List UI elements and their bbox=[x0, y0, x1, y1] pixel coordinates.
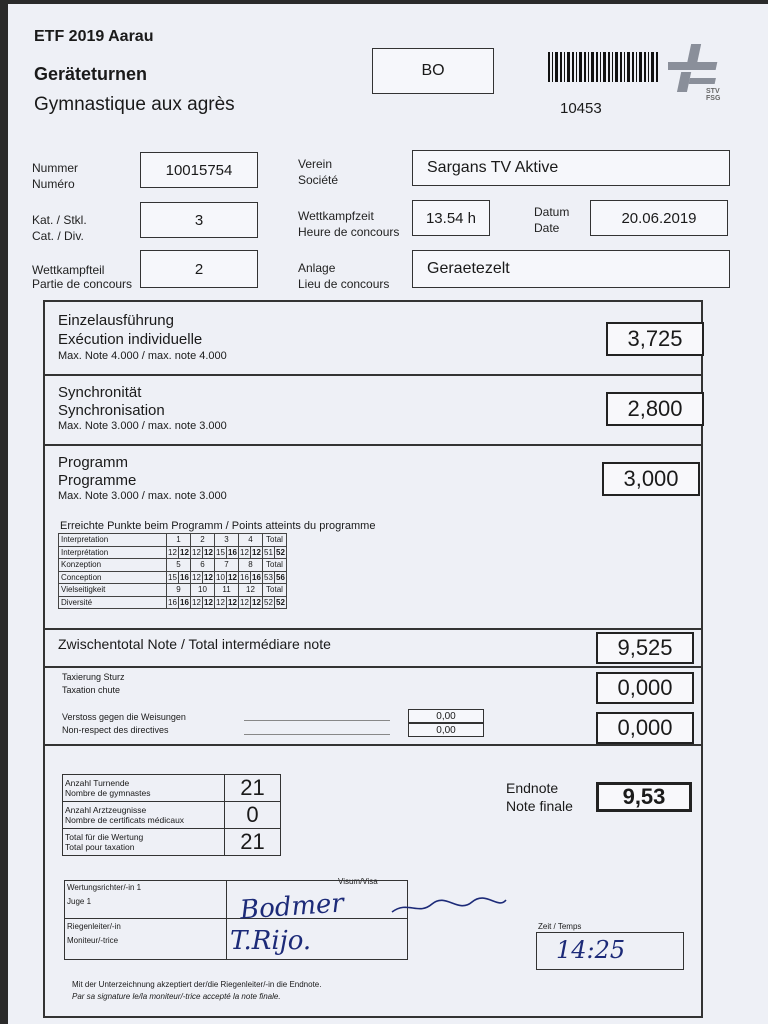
cell: 12 bbox=[192, 547, 201, 557]
final-score: 9,53 bbox=[596, 782, 692, 812]
cell: 12 bbox=[204, 547, 213, 557]
divider bbox=[43, 1016, 703, 1018]
anlage-label-de: Anlage bbox=[298, 261, 336, 275]
cell: 12 bbox=[240, 597, 249, 607]
kat-label-fr: Cat. / Div. bbox=[32, 229, 84, 243]
verstoss-small-1: 0,00 bbox=[408, 709, 484, 723]
col-head: 4 bbox=[239, 534, 263, 547]
cell: 12 bbox=[180, 547, 189, 557]
points-table bbox=[58, 533, 287, 609]
einzel-label-de: Einzelausführung bbox=[58, 312, 174, 329]
zeit-value: 13.54 h bbox=[412, 200, 490, 236]
logo-text: STV FSG bbox=[706, 88, 721, 102]
cell: 12 bbox=[240, 547, 249, 557]
divider bbox=[43, 744, 703, 746]
kat-value: 3 bbox=[140, 202, 258, 238]
prog-label-fr: Programme bbox=[58, 472, 137, 489]
judge-label-fr: Juge 1 bbox=[67, 897, 92, 906]
nummer-label-de: Nummer bbox=[32, 161, 79, 175]
cell: 16 bbox=[228, 547, 237, 557]
col-head: Total bbox=[263, 584, 287, 597]
row-label: Conception bbox=[59, 571, 167, 584]
verstoss-label-de: Verstoss gegen die Weisungen bbox=[62, 712, 186, 722]
sync-max: Max. Note 3.000 / max. note 3.000 bbox=[58, 420, 227, 432]
col-head: 1 bbox=[167, 534, 191, 547]
cell: 16 bbox=[168, 597, 177, 607]
cell: 16 bbox=[180, 597, 189, 607]
divider bbox=[43, 374, 703, 376]
judge-signature: Bodmer bbox=[239, 888, 345, 926]
cell: 12 bbox=[168, 547, 177, 557]
signature-divider bbox=[64, 918, 408, 919]
anlage-value: Geraetezelt bbox=[412, 250, 730, 288]
sturz-label-de: Taxierung Sturz bbox=[62, 672, 125, 682]
row-label: Konzeption bbox=[59, 559, 167, 572]
einzel-max: Max. Note 4.000 / max. note 4.000 bbox=[58, 350, 227, 362]
subtotal-score: 9,525 bbox=[596, 632, 694, 664]
title-fr: Gymnastique aux agrès bbox=[34, 94, 235, 115]
row-label: Interprétation bbox=[59, 546, 167, 559]
arzt-value: 0 bbox=[225, 802, 281, 829]
sync-label-de: Synchronität bbox=[58, 384, 142, 401]
cell: 53 bbox=[264, 572, 273, 582]
cell: 52 bbox=[276, 547, 285, 557]
verstoss-label-fr: Non-respect des directives bbox=[62, 725, 169, 735]
verstoss-small-2: 0,00 bbox=[408, 723, 484, 737]
cell: 56 bbox=[276, 572, 285, 582]
col-head: Total bbox=[263, 534, 287, 547]
cell: 12 bbox=[252, 597, 261, 607]
cell: 12 bbox=[192, 597, 201, 607]
datum-label-fr: Date bbox=[534, 221, 560, 235]
einzel-score: 3,725 bbox=[606, 322, 704, 356]
visum-label: Visum/Visa bbox=[338, 877, 378, 886]
sync-score: 2,800 bbox=[606, 392, 704, 426]
turnende-label: Anzahl Turnende Nombre de gymnastes bbox=[63, 775, 225, 802]
row-label: Diversité bbox=[59, 596, 167, 609]
cell: 15 bbox=[216, 547, 225, 557]
prog-label-de: Programm bbox=[58, 454, 129, 471]
score-sheet bbox=[8, 4, 768, 1024]
leader-label-de: Riegenleiter/-in bbox=[67, 922, 121, 931]
stv-logo-icon bbox=[668, 40, 730, 102]
arzt-label: Anzahl Arztzeugnisse Nombre de certificats médicaux bbox=[63, 802, 225, 829]
footer-de: Mit der Unterzeichnung akzeptiert der/die Riegenleiter/-in die Endnote. bbox=[72, 980, 322, 989]
final-label-de: Endnote bbox=[506, 780, 559, 796]
col-head: 10 bbox=[191, 584, 215, 597]
teil-label-fr: Partie de concours bbox=[32, 277, 133, 291]
cell: 15 bbox=[168, 572, 177, 582]
subtotal-label: Zwischentotal Note / Total intermédiare note bbox=[58, 636, 331, 652]
cell: 16 bbox=[180, 572, 189, 582]
points-table-title: Erreichte Punkte beim Programm / Points atteints du programme bbox=[60, 520, 376, 532]
verein-value: Sargans TV Aktive bbox=[412, 150, 730, 186]
cell: 12 bbox=[204, 597, 213, 607]
divider bbox=[43, 300, 703, 302]
total-label: Total für die Wertung Total pour taxation bbox=[63, 829, 225, 856]
counts-table bbox=[62, 774, 281, 856]
col-head: Total bbox=[263, 559, 287, 572]
anlage-label-fr: Lieu de concours bbox=[298, 277, 390, 291]
col-head: 12 bbox=[239, 584, 263, 597]
signature-col-divider bbox=[226, 880, 227, 960]
col-head: 3 bbox=[215, 534, 239, 547]
col-head: 2 bbox=[191, 534, 215, 547]
doc-number: 10453 bbox=[560, 100, 602, 117]
divider bbox=[43, 444, 703, 446]
verein-label-de: Verein bbox=[298, 157, 333, 171]
verstoss-score: 0,000 bbox=[596, 712, 694, 744]
sturz-score: 0,000 bbox=[596, 672, 694, 704]
cell: 12 bbox=[204, 572, 213, 582]
cell: 52 bbox=[276, 597, 285, 607]
barcode-icon bbox=[548, 52, 658, 82]
col-head: 11 bbox=[215, 584, 239, 597]
datum-value: 20.06.2019 bbox=[590, 200, 728, 236]
divider bbox=[43, 628, 703, 630]
verstoss-line bbox=[244, 734, 390, 735]
judge-label-de: Wertungsrichter/-in 1 bbox=[67, 883, 142, 892]
zeit-label: Zeit / Temps bbox=[538, 922, 582, 931]
divider bbox=[43, 666, 703, 668]
cell: 51 bbox=[264, 547, 273, 557]
col-head: 8 bbox=[239, 559, 263, 572]
nummer-label-fr: Numéro bbox=[32, 177, 75, 191]
datum-label-de: Datum bbox=[534, 205, 570, 219]
leader-signature: T.Rijo. bbox=[230, 926, 312, 956]
code-box: BO bbox=[372, 48, 494, 94]
leader-label-fr: Moniteur/-trice bbox=[67, 936, 119, 945]
col-head: 7 bbox=[215, 559, 239, 572]
cell: 12 bbox=[192, 572, 201, 582]
cell: 16 bbox=[240, 572, 249, 582]
judge-signature-flourish bbox=[388, 896, 508, 918]
total-value: 21 bbox=[225, 829, 281, 856]
teil-label-de: Wettkampfteil bbox=[32, 263, 105, 277]
turnende-value: 21 bbox=[225, 775, 281, 802]
cell: 12 bbox=[228, 572, 237, 582]
cell: 12 bbox=[216, 597, 225, 607]
cell: 10 bbox=[216, 572, 225, 582]
col-head: 6 bbox=[191, 559, 215, 572]
verein-label-fr: Société bbox=[298, 173, 339, 187]
zeit-label-de: Wettkampfzeit bbox=[298, 209, 374, 223]
cell: 12 bbox=[252, 547, 261, 557]
final-label-fr: Note finale bbox=[506, 798, 573, 814]
sturz-label-fr: Taxation chute bbox=[62, 685, 121, 695]
row-label: Vielseitigkeit bbox=[59, 584, 167, 597]
einzel-label-fr: Exécution individuelle bbox=[58, 331, 203, 348]
title-de: Geräteturnen bbox=[34, 64, 148, 84]
event-title: ETF 2019 Aarau bbox=[34, 28, 154, 45]
teil-value: 2 bbox=[140, 250, 258, 288]
zeit-handwritten: 14:25 bbox=[556, 936, 626, 964]
prog-score: 3,000 bbox=[602, 462, 700, 496]
col-head: 9 bbox=[167, 584, 191, 597]
row-label: Interpretation bbox=[59, 534, 167, 547]
cell: 52 bbox=[264, 597, 273, 607]
prog-max: Max. Note 3.000 / max. note 3.000 bbox=[58, 490, 227, 502]
col-head: 5 bbox=[167, 559, 191, 572]
nummer-value: 10015754 bbox=[140, 152, 258, 188]
cell: 16 bbox=[252, 572, 261, 582]
kat-label-de: Kat. / Stkl. bbox=[32, 213, 87, 227]
footer-fr: Par sa signature le/la moniteur/-trice accepté la note finale. bbox=[72, 992, 281, 1001]
cell: 12 bbox=[228, 597, 237, 607]
zeit-label-fr: Heure de concours bbox=[298, 225, 400, 239]
verstoss-line bbox=[244, 720, 390, 721]
sync-label-fr: Synchronisation bbox=[58, 402, 165, 419]
